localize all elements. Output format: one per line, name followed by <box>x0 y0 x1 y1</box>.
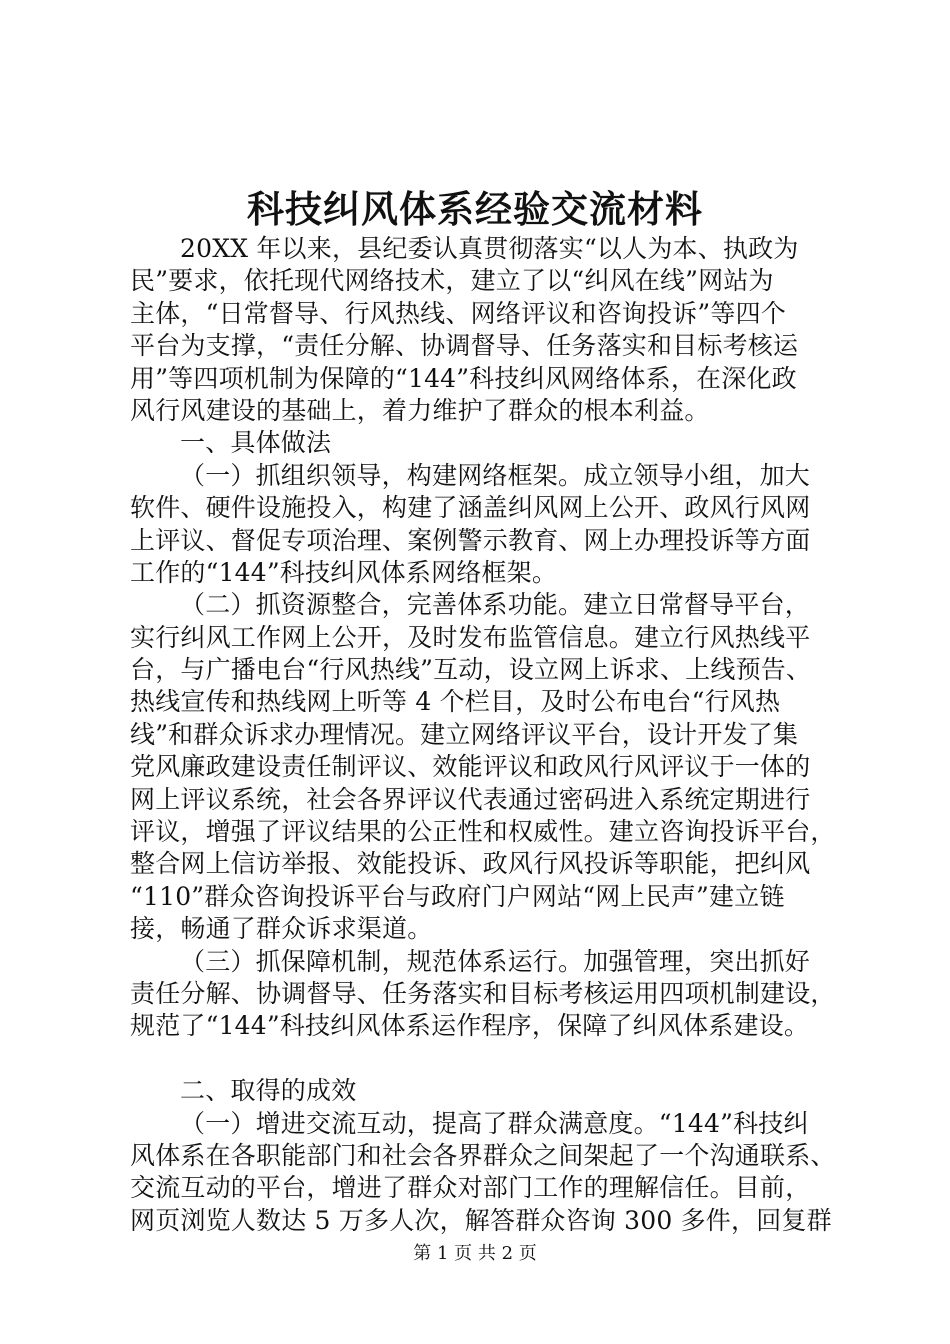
page-number-footer: 第 1 页 共 2 页 <box>413 1243 537 1264</box>
paragraph-line: 接，畅通了群众诉求渠道。 <box>130 914 433 944</box>
section-heading: 一、具体做法 <box>180 428 332 458</box>
paragraph-line: 责任分解、协调督导、任务落实和目标考核运用四项机制建设， <box>130 978 836 1008</box>
paragraph-line: 实行纠风工作网上公开，及时发布监管信息。建立行风热线平 <box>130 622 811 652</box>
paragraph-line: 上评议、督促专项治理、案例警示教育、网上办理投诉等方面 <box>130 525 811 555</box>
paragraph-line: 主体，“日常督导、行风热线、网络评议和咨询投诉”等四个 <box>130 298 786 328</box>
paragraph-line: 平台为支撑，“责任分解、协调督导、任务落实和目标考核运 <box>130 331 799 361</box>
paragraph-line: 民”要求，依托现代网络技术，建立了以“纠风在线”网站为 <box>130 266 774 296</box>
paragraph-line: （三）抓保障机制，规范体系运行。加强管理，突出抓好 <box>180 946 811 976</box>
paragraph-line: 党风廉政建设责任制评议、效能评议和政风行风评议于一体的 <box>130 752 811 782</box>
paragraph-line: 台，与广播电台“行风热线”互动，设立网上诉求、上线预告、 <box>130 655 812 685</box>
paragraph-line: 20XX 年以来，县纪委认真贯彻落实“以人为本、执政为 <box>180 234 799 263</box>
paragraph-line: 风体系在各职能部门和社会各界群众之间架起了一个沟通联系、 <box>130 1140 836 1170</box>
paragraph-line: 交流互动的平台，增进了群众对部门工作的理解信任。目前， <box>130 1173 811 1203</box>
paragraph-line: 网上评议系统，社会各界评议代表通过密码进入系统定期进行 <box>130 784 811 814</box>
paragraph-line: 风行风建设的基础上，着力维护了群众的根本利益。 <box>130 395 710 425</box>
paragraph-line: 评议，增强了评议结果的公正性和权威性。建立咨询投诉平台， <box>130 817 836 847</box>
paragraph-line: 线”和群众诉求办理情况。建立网络评议平台，设计开发了集 <box>130 719 799 749</box>
paragraph-line: （一）抓组织领导，构建网络框架。成立领导小组，加大 <box>180 460 811 490</box>
paragraph-line: 用”等四项机制为保障的“144”科技纠风网络体系，在深化政 <box>130 363 797 393</box>
paragraph-line: 工作的“144”科技纠风体系网络框架。 <box>130 557 558 587</box>
paragraph-line: 热线宣传和热线网上听等 4 个栏目，及时公布电台“行风热 <box>130 687 781 717</box>
paragraph-line: 软件、硬件设施投入，构建了涵盖纠风网上公开、政风行风网 <box>130 493 811 523</box>
paragraph-line: “110”群众咨询投诉平台与政府门户网站“网上民声”建立链 <box>130 881 785 911</box>
paragraph-line: （二）抓资源整合，完善体系功能。建立日常督导平台， <box>180 590 811 620</box>
section-heading: 二、取得的成效 <box>180 1076 357 1106</box>
paragraph-line: 整合网上信访举报、效能投诉、政风行风投诉等职能，把纠风 <box>130 849 811 879</box>
blank-line <box>130 1043 840 1075</box>
document-title: 科技纠风体系经验交流材料 <box>247 187 703 231</box>
paragraph-line: 网页浏览人数达 5 万多人次，解答群众咨询 300 多件，回复群 <box>130 1205 832 1235</box>
paragraph-line: （一）增进交流互动，提高了群众满意度。“144”科技纠 <box>180 1108 809 1138</box>
document-body <box>130 233 840 1237</box>
paragraph-line: 规范了“144”科技纠风体系运作程序，保障了纠风体系建设。 <box>130 1011 810 1041</box>
